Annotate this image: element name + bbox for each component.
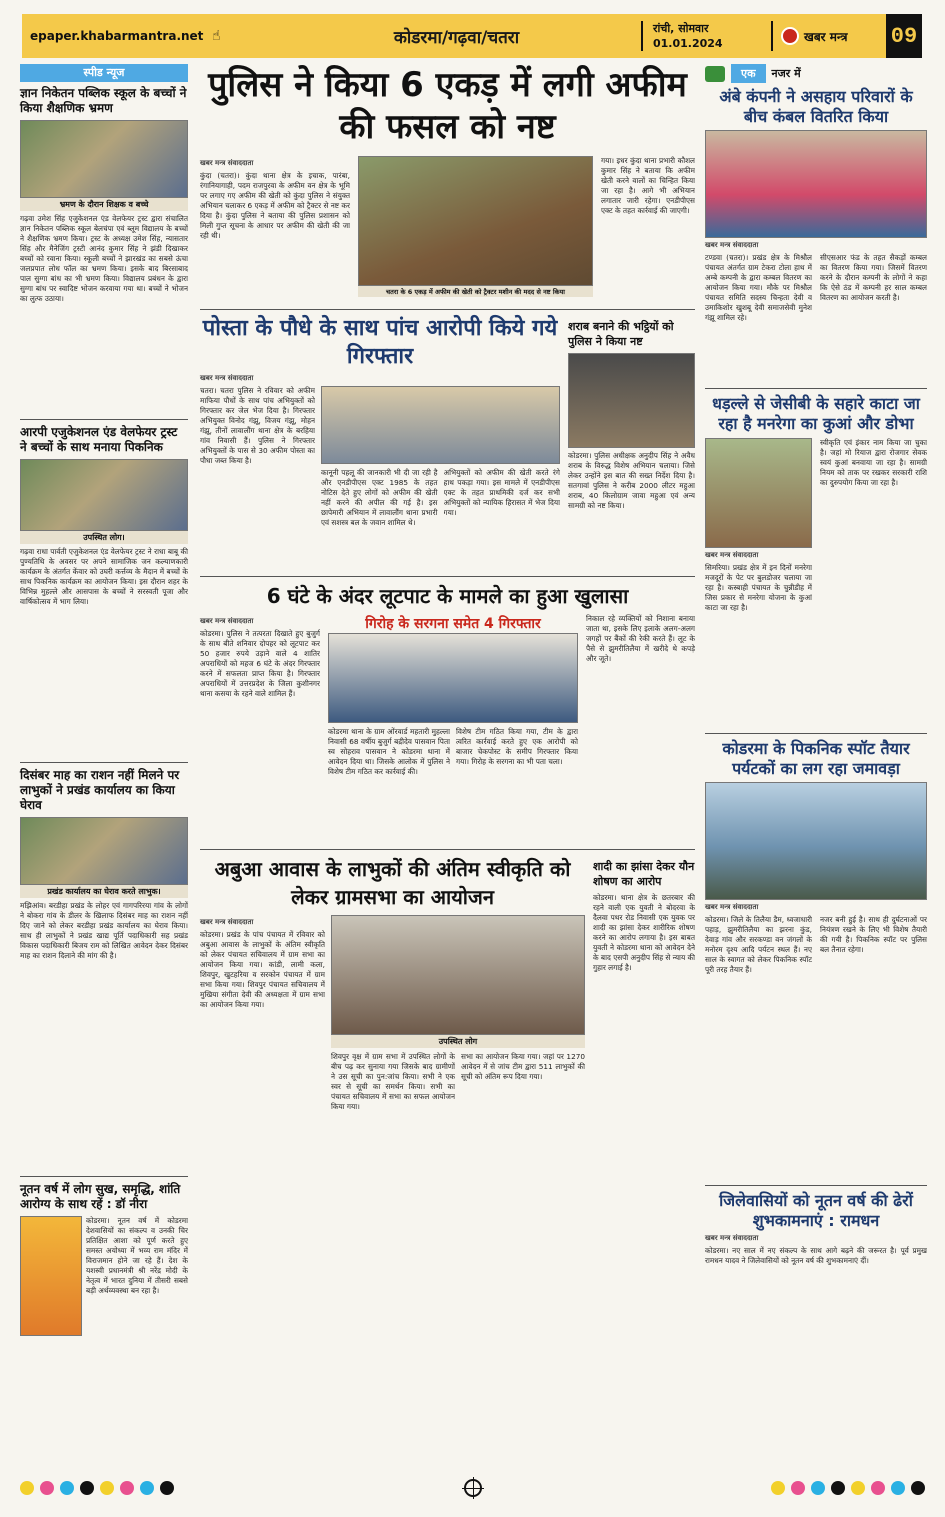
headline: दिसंबर माह का राशन नहीं मिलने पर लाभुकों ने प्रखंड कार्यालय का किया घेराव (20, 768, 180, 812)
photo-caption: भ्रमण के दौरान शिक्षक व बच्चे (20, 198, 188, 211)
divider (705, 388, 927, 389)
article-photo (328, 633, 578, 723)
lead-right-text (601, 156, 695, 304)
color-dot (80, 1481, 94, 1495)
color-dots-right (771, 1481, 925, 1495)
masthead (22, 14, 922, 58)
color-dot (851, 1481, 865, 1495)
article-body: कोडरमा। पुलिस अधीक्षक अनुदीप सिंह ने अवैध शराब के विरुद्ध विशेष अभियान चलाया। जिसे लेकर उन्होंने इस बात की सख्त निर्देश दिया है। सतगावां पुलिस ने करीब 2000 लीटर महुआ शराब, 40 किलोग्राम जावा महुआ एवं अन्य सामग्री को नष्ट किया। (568, 451, 695, 510)
color-dot (120, 1481, 134, 1495)
article-assault (593, 855, 695, 1260)
portrait-photo (20, 1216, 82, 1336)
divider (200, 576, 695, 577)
right-column (705, 64, 927, 1356)
headline: जिलेवासियों को नूतन वर्ष की ढेरों शुभकामनाएं : रामधन (719, 1191, 913, 1230)
article-body: गढ़वा उमेश सिंह एजुकेशनल एंड वेलफेयर ट्रस्ट द्वारा संचालित ज्ञान निकेतन पब्लिक स्कूल बेलचंपा एवं ब्लूम विद्यालय के बच्चों ने शैक्षणिक भ्रमण किया। ट्रस्ट के अध्यक्ष उमेश सिंह, न्यासतार सिंह और मैनेजिंग ट्रस्टी आनंद कुमार सिंह ने झंडी दिखाकर बच्चों को रवाना किया। स्कूली बच्चों ने झारखंड का सबसे ऊंचा जलप्रपात लोध फॉल का भ्रमण किया। इसके बाद बिरसाबाद पाल सुग्गा बांध का भी भ्रमण किया। विद्यालय प्रबंधन के द्वारा सुग्गा बांध पर स्वादिष्ट भोजन करवाया गया था। बच्चों ने भोजन का लुत्फ उठाया। (20, 214, 188, 303)
brand-name: खबर मन्त्र (804, 29, 848, 44)
byline: खबर मन्त्र संवाददाता (705, 551, 759, 559)
lead-photo-block (358, 156, 593, 304)
brand (771, 21, 886, 51)
article-photo (321, 386, 560, 464)
article-body: कोडरमा। थाना क्षेत्र के छतरबार की रहने वाली एक युवती ने बोदरवा के दैलवा पथर रोड निवासी एक युवक पर शादी का झांसा देकर शारीरिक शोषण करने का आरोप लगाया है। इस बाबत युवती ने कोडरमा थाना को आवेदन देने के बाद एसपी अनुदीप सिंह से न्याय की गुहार लगाई है। (593, 893, 695, 972)
photo-caption: उपस्थित लोग। (20, 531, 188, 544)
photo-caption: उपस्थित लोग (331, 1035, 585, 1048)
article-ramdhan (705, 1191, 927, 1356)
article-photo (358, 156, 593, 286)
article-body-4: निकाल रहे व्यक्तियों को निशाना बनाया जाता था, इसके लिए इलाके अलग-अलग जगहों पर बैंकों की रेकी करते हैं। लूट के पैसे से झुमरीतिलैया में खरीदे थे कपड़े और जूते। (586, 614, 695, 663)
article-photo (568, 353, 695, 448)
lead-headline: पुलिस ने किया 6 एकड़ में लगी अफीम की फसल को नष्ट (208, 65, 687, 147)
middle-region (200, 64, 695, 1260)
article-body: कोडरमा। नूतन वर्ष में कोडरमा देशवासियों का संकल्प व उनकी चिर प्रतिक्षित आशा को पूर्ण करते हुए समस्त अयोध्या में भव्य राम मंदिर में विराजमान होने जा रहे हैं। देश के यशस्वी प्रधानमंत्री श्री नरेंद्र मोदी के नेतृत्व में भारत दुनिया में तीसरी सबसे बड़ी अर्थव्यवस्था बन रहा है। (86, 1216, 188, 1295)
article-poppy (200, 315, 560, 571)
lead-article-opium (200, 64, 695, 304)
byline: खबर मन्त्र संवाददाता (705, 903, 759, 911)
color-dots-left (20, 1481, 174, 1495)
article-body-2: स्वीकृति एवं इंकार नाम किया जा चुका है। जहां मो रियाज द्वारा रोजगार सेवक स्वयं कुआं बनवाया जा रहा है। सामग्री नियम को ताक पर रखकर सरकारी राशि का दुरुपयोग किया जा रहा है। (820, 438, 927, 487)
date-block (641, 21, 771, 51)
byline: खबर मन्त्र संवाददाता (200, 159, 254, 167)
article-photo (331, 915, 585, 1035)
divider (200, 309, 695, 310)
issue-date: 01.01.2024 (653, 37, 723, 50)
article-photo (705, 782, 927, 900)
left-column (20, 64, 188, 1336)
article-photo (20, 817, 188, 885)
headline: कोडरमा के पिकनिक स्पॉट तैयार पर्यटकों का लग रहा जमावड़ा (722, 739, 910, 778)
color-dot (911, 1481, 925, 1495)
article-body: गढ़वा राधा पार्वती एजुकेशनल एंड वेलफेयर ट्रस्ट ने राधा बाबू की पुण्यतिथि के अवसर पर अपने सामाजिक जन कल्याणकारी कार्यक्रम के अंतर्गत केंवार को उघरी कर्त्तव्य के मैदान में बच्चों के साथ पिकनिक कार्यक्रम का आयोजन किया। इस दौरान शहर के विभिन्न मुहल्ले और आसपास के बच्चों ने सरस्वती पूजा और वार्षिकोत्सव में भाग लिया। (20, 547, 188, 606)
headline: अंबे कंपनी ने असहाय परिवारों के बीच कंबल वितरित किया (719, 87, 913, 126)
article-body: कोडरमा। प्रखंड के पांच पंचायत में रविवार को अबुआ आवास के लाभुकों के अंतिम स्वीकृति को लेकर पंचायत सचिवालय में ग्राम सभा का आयोजन किया गया। कांडी, लामी कला, शिवपुर, खुटहरिया व सरकोन पंचायत में ग्राम सभा किया गया। शिवपुर पंचायत सचिवालय में मुखिया संगीता देवी की अध्यक्षता में ग्राम सभा का आयोजन किया गया। (200, 930, 325, 1009)
region-title: कोडरमा/गढ़वा/चतरा (393, 27, 520, 48)
article-body: टण्डवा (चतरा)। प्रखंड क्षेत्र के मिश्रौल पंचायत अंतर्गत ग्राम टेकरा टोला हाथ में अम्बे कम्पनी के द्वारा कम्बल वितरण का आयोजन किया गया। मौके पर मिश्रौल पंचायत समिति सदस्य चिन्हता देवी व उमाकिशोर खुशबू देवी समाजसेवी मुनेश गंझू शामिल रहे। (705, 253, 812, 322)
article-body: मझिआंव। बरडीहा प्रखंड के लोहर एवं गागपरिरया गांव के लोगों ने बोकरा गांव के डीलर के खिलाफ दिसंबर माह का राशन नहीं दिए जाने को लेकर बरडीहा प्रखंड कार्यालय का घेराव किया। साथ ही लाभुकों ने प्रखंड खाद्य पूर्ति पदाधिकारी सह प्रखंड विकास पदाधिकारी बिजय राम को लिखित आवेदन देकर दिसंबर माह का राशन दिलाने की मांग की है। (20, 901, 188, 960)
row-poppy-liquor (200, 315, 695, 571)
headline: 6 घंटे के अंदर लूटपाट के मामले का हुआ खुलासा (266, 584, 629, 608)
article-body-2: गया। इधर कुंदा थाना प्रभारी कौशल कुमार सिंह ने बताया कि अफीम खेती करने वालों का चिन्हित किया जा रहा है। आगे भी अभियान लगातार जारी रहेगा। एनडीपीएस एक्ट के तहत कार्रवाई की जाएगी। (601, 156, 695, 215)
photo-caption: चतरा के 6 एकड़ में अफीम की खेती को ट्रैक्टर मशीन की मदद से नष्ट किया (358, 286, 593, 297)
byline: खबर मन्त्र संवाददाता (705, 1234, 759, 1242)
article-school-trip (20, 86, 188, 414)
color-dot (831, 1481, 845, 1495)
article-body: कोडरमा। नए साल में नए संकल्प के साथ आगे बढ़ने की जरूरत है। पूर्व प्रमुख रामधन यादव ने जिलेवासियों को नूतन वर्ष की शुभकामनाएं दीं। (705, 1246, 927, 1265)
ek-nazar-tag (705, 64, 927, 83)
robbery-left (200, 614, 320, 844)
article-new-year-wishes (20, 1182, 188, 1336)
article-body-2: कोडरमा थाना के ग्राम ओंरवार्ड महतारी मुहल्ला निवासी 68 वर्षीय बुजुर्ग बद्रीदेव पासवान पिता स्व सोहराव पासवान ने कोडरमा थाना में आवेदन दिया था। जिसके आलोक में पुलिस ने विशेष टीम गठित कर कार्रवाई की। (328, 727, 450, 776)
row-awas-assault (200, 855, 695, 1260)
article-body-2: सीएसआर फंड के तहत सैकड़ों कम्बल का वितरण किया गया। जिसमें वितरण करने के दौरान कम्पनी के लोगों ने कहा कि ऐसे ठंड में कम्पनी हर साल कम्बल वितरण का आयोजन करती है। (820, 253, 927, 302)
article-body: सिमरिया। प्रखंड क्षेत्र में इन दिनों मनरेगा मजदूरों के पेट पर बुलडोजर चलाया जा रहा है। कस्बाही पंचायत के चुन्नीडीह में जिस प्रकार से मनरेगा योजना के कुआं काटा जा रहा है। (705, 563, 812, 612)
article-body-3: विशेष टीम गठित किया गया, टीम के द्वारा त्वरित कार्रवाई करते हुए एक आरोपी को बाजार चेकपोस्ट के समीप गिरफ्तार किया गया। गिरोह के सरगना का भी पता चला। (456, 727, 578, 766)
headline: अबुआ आवास के लाभुकों की अंतिम स्वीकृति को लेकर ग्रामसभा का आयोजन (214, 857, 571, 909)
divider (20, 419, 188, 420)
article-body-2: शिवपुर वृक्ष में ग्राम सभा में उपस्थित लोगों के बीच पढ़ कर सुनाया गया जिसके बाद ग्रामीणों ने उस सूची का पुन:जांच किया। सभी ने एक स्वर से सूची का समर्थन किया। सभी का पंचायत सचिवालय में सभा का सफल आयोजन किया गया। (331, 1052, 455, 1111)
headline: नूतन वर्ष में लोग सुख, समृद्धि, शांति आरोग्य के साथ रहें : डॉ नीरा (20, 1182, 181, 1211)
article-body: कुंदा (चतरा)। कुंदा थाना क्षेत्र के इचाक, पारंबा, रंगानियागाही, पदम राजपुरवा के अफीम वन क्षेत्र के भूमि पर लगाए गए अफीम की खेती को कुंदा पुलिस ने संयुक्त अभियान चलाकर 6 एकड़ में अफीम को ट्रैक्टर से नष्ट कर दिया है। कुंदा पुलिस ने बताया की पुलिस प्रशासन को मिली गुप्त सूचना के आधार पर अफीम की खेती की जा रही थी। (200, 171, 350, 240)
headline: शराब बनाने की भट्ठियों को पुलिस ने किया नष्ट (568, 320, 674, 348)
article-photo (20, 120, 188, 198)
article-blanket (705, 87, 927, 383)
article-body-3: अभियुक्तों को अफीम की खेती करते रंगे हाथ पकड़ा गया। इस मामले में एनडीपीएस एक्ट के तहत प्राथमिकी दर्ज कर सभी अभियुक्तों को न्यायिक हिरासत में भेज दिया गया। (443, 468, 560, 517)
article-body-2: कानूनी पहलू की जानकारी भी दी जा रही है और एनडीपीएस एक्ट 1985 के तहत नोटिस देते हुए लोगों को अफीम की खेती नहीं करने की अपील की गई है। इस छापेमारी अभियान में लावालौंग थाना प्रभारी एवं सशस्त्र बल के जवान शामिल थे। (321, 468, 438, 527)
page-number: 09 (886, 14, 922, 58)
headline: धड़ल्ले से जेसीबी के सहारे काटा जा रहा है मनरेगा का कुआं और डोभा (712, 394, 920, 433)
article-ration-protest (20, 768, 188, 1171)
color-dot (100, 1481, 114, 1495)
article-body-2: नजर बनी हुई है। साथ ही दुर्घटनाओं पर नियंत्रण रखने के लिए भी विशेष तैयारी की गयी है। पिकनिक स्पॉट पर पुलिस बल तैनात रहेगा। (820, 915, 927, 954)
headline: ज्ञान निकेतन पब्लिक स्कूल के बच्चों ने किया शैक्षणिक भ्रमण (20, 86, 187, 115)
divider (20, 1176, 188, 1177)
subheadline: गिरोह के सरगना समेत 4 गिरफ्तार (365, 616, 541, 632)
byline: खबर मन्त्र संवाददाता (200, 918, 254, 926)
byline: खबर मन्त्र संवाददाता (705, 241, 759, 249)
robbery-center (328, 614, 578, 844)
color-dot (811, 1481, 825, 1495)
color-dot (891, 1481, 905, 1495)
article-awas (200, 855, 585, 1260)
headline: आरपी एजुकेशनल एंड वेलफेयर ट्रस्ट ने बच्चों के साथ मनाया पिकनिक (20, 425, 178, 454)
robbery-right (586, 614, 695, 844)
cursor-icon: ☝ (212, 28, 221, 44)
color-dot (140, 1481, 154, 1495)
tag-ek: एक (731, 64, 766, 83)
color-dot (60, 1481, 74, 1495)
headline: शादी का झांसा देकर यौन शोषण का आरोप (593, 860, 695, 888)
article-picnic-trust (20, 425, 188, 757)
color-dot (771, 1481, 785, 1495)
color-dot (20, 1481, 34, 1495)
headline: पोस्ता के पौधे के साथ पांच आरोपी किये गये गिरफ्तार (202, 316, 558, 369)
site-url[interactable]: epaper.khabarmantra.net (30, 29, 204, 43)
article-body-3: सभा का आयोजन किया गया। जहां पर 1270 आवेदन में से जांच टीम द्वारा 511 लाभुकों की सूची को अंतिम रूप दिया गया। (461, 1052, 585, 1081)
divider (705, 733, 927, 734)
color-dot (871, 1481, 885, 1495)
color-dot (40, 1481, 54, 1495)
byline: खबर मन्त्र संवाददाता (200, 617, 254, 625)
city-day: रांची, सोमवार (653, 22, 709, 35)
tag-nazar: नजर में (771, 67, 801, 80)
print-footer (20, 1475, 925, 1501)
color-dot (160, 1481, 174, 1495)
article-photo (705, 130, 927, 238)
article-robbery (200, 582, 695, 844)
divider (20, 762, 188, 763)
article-picnic-spot (705, 739, 927, 1180)
article-body: कोडरमा। जिले के तिलैया डैम, ध्वजाधारी पहाड़, झुमरीतिलैया का झरना कुंड, देवाड़ गांव और सरकण्डा वन जंगलों के मनोरम दृश्य आदि पर्यटन स्थल हैं। नए साल के स्वागत को लेकर पिकनिक स्पॉट पूरी तरह तैयार हैं। (705, 915, 812, 974)
section-icon (705, 66, 725, 82)
color-dot (791, 1481, 805, 1495)
brand-logo-icon (781, 27, 799, 45)
registration-mark-icon (464, 1479, 482, 1497)
photo-caption: प्रखंड कार्यालय का घेराव करते लाभुक। (20, 885, 188, 898)
divider (200, 849, 695, 850)
byline: खबर मन्त्र संवाददाता (200, 374, 254, 382)
lead-left-text (200, 156, 350, 304)
article-mgnrega (705, 394, 927, 728)
article-photo (705, 438, 812, 548)
speed-news-tag: स्पीड न्यूज (20, 64, 188, 82)
divider (705, 1185, 927, 1186)
article-body: चतरा। चतरा पुलिस ने रविवार को अफीम माफिया पौधों के साथ पांच अभियुक्तों को गिरफ्तार कर जेल भेज दिया है। गिरफ्तार अभियुक्त विनोद गंझू, विजय गंझू, मोहन गंझू, तीनों लावालौंग थाना क्षेत्र के बरहिया गांव निवासी हैं। पुलिस ने गिरफ्तार अभियुक्तों के पास से 30 अफीम पोस्ता का पौधा जब्त किया है। (200, 386, 315, 465)
article-photo (20, 459, 188, 531)
article-body: कोडरमा। पुलिस ने तत्परता दिखाते हुए बुजुर्ग के साथ बीते शनिवार दोपहर को लूटपाट कर 50 हजार रुपये उड़ाने वाले 4 शातिर अपराधियों को महज 6 घंटे के अंदर गिरफ्तार करने में सफलता प्राप्त किया है। गिरफ्तार अपराधियों में उत्तरप्रदेश के जिला कुशीनगर थाना कसया के रहने वाले शामिल हैं। (200, 629, 320, 698)
article-liquor (568, 315, 695, 571)
